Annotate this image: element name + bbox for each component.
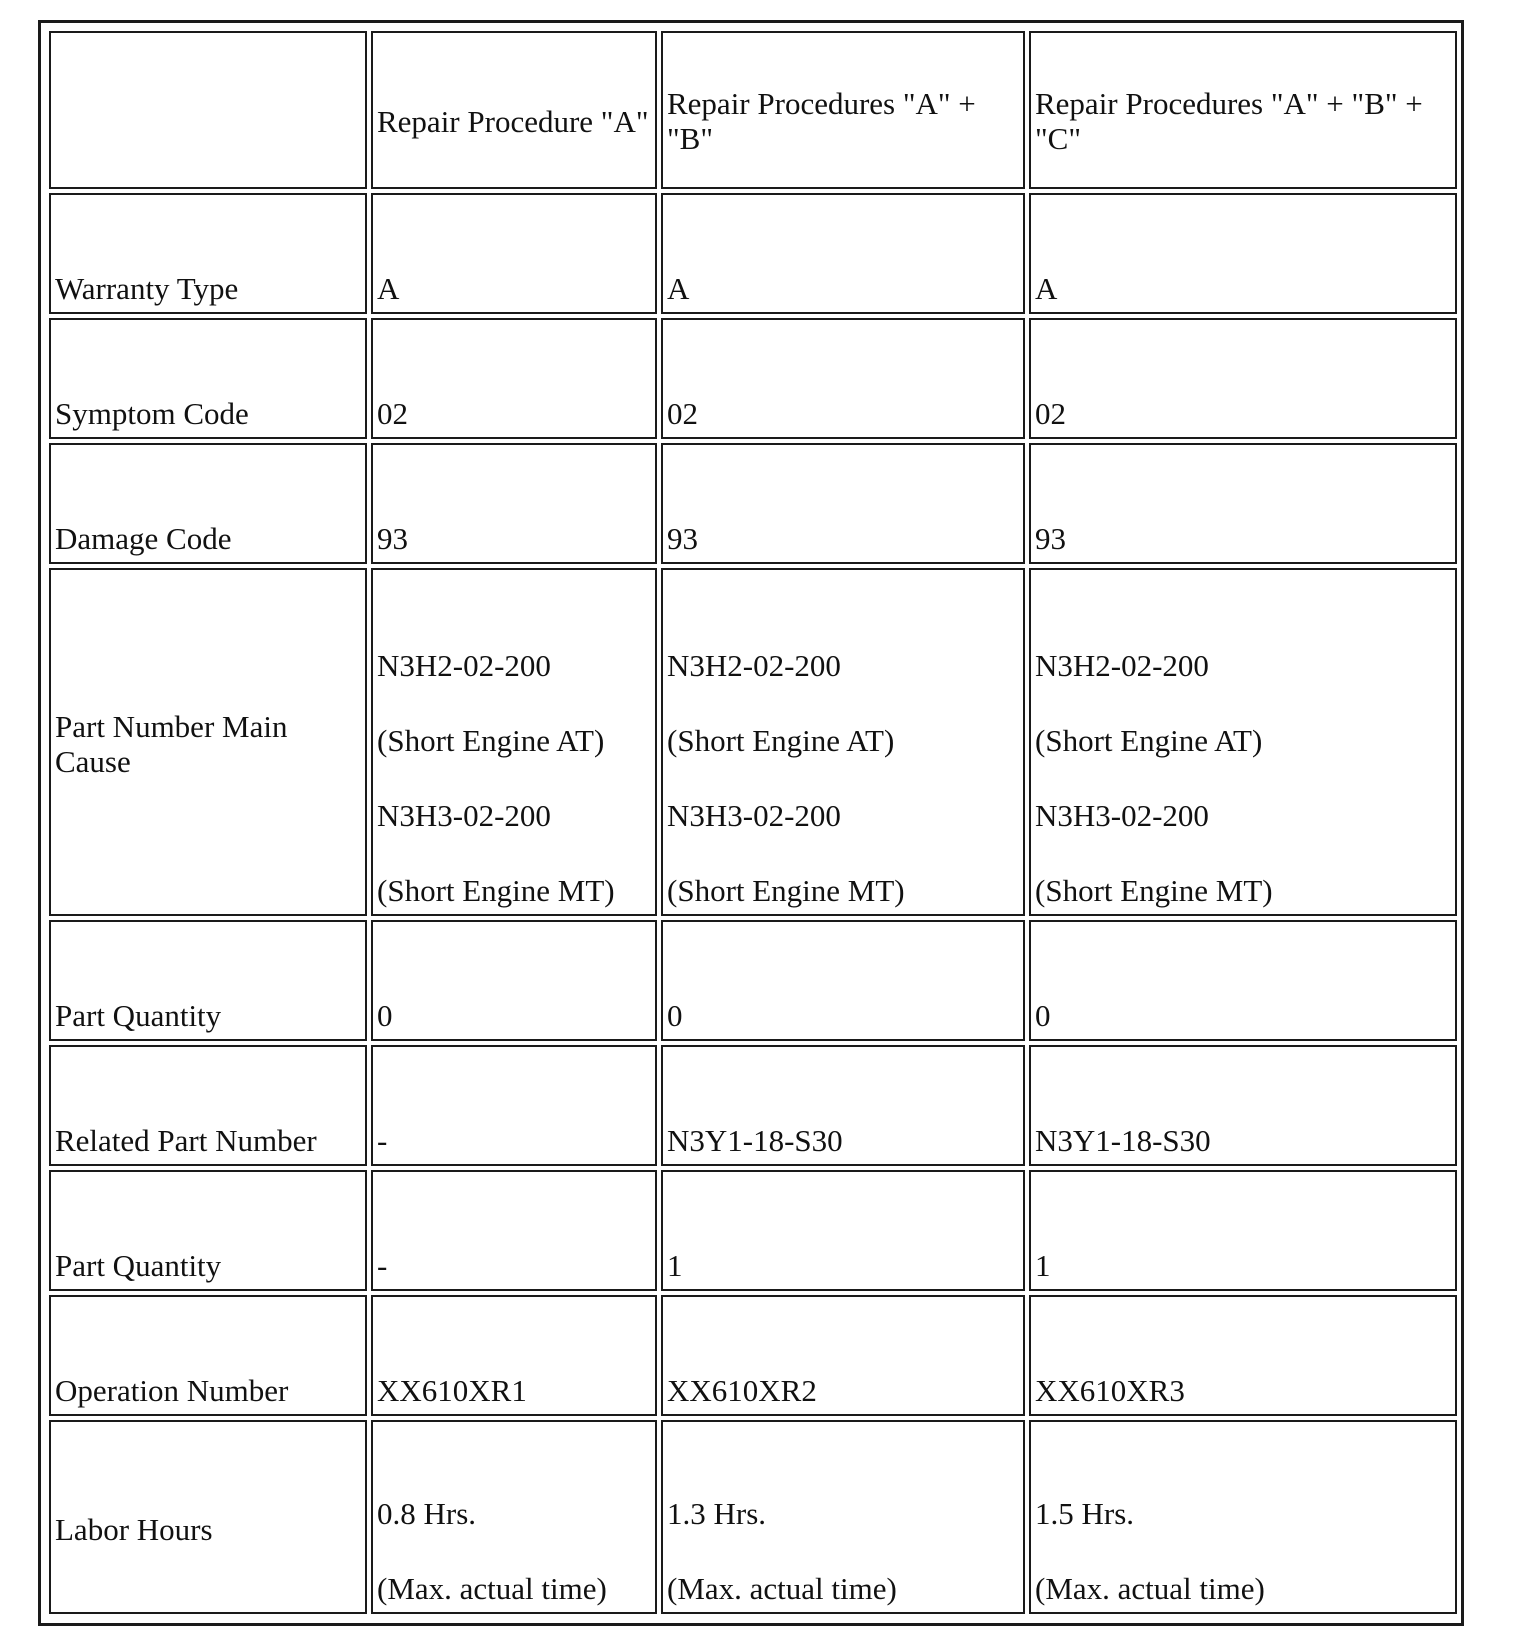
table-cell: 93: [371, 443, 657, 564]
part-desc-at: (Short Engine AT): [1035, 723, 1263, 758]
table-cell: [371, 568, 657, 916]
row-label: Operation Number: [49, 1295, 367, 1416]
labor-hours-value: 0.8 Hrs.: [377, 1496, 477, 1531]
labor-hours-value: 1.5 Hrs.: [1035, 1496, 1135, 1531]
table-row-operation-number: [49, 1295, 1457, 1416]
table-cell: N3Y1-18-S30: [661, 1045, 1025, 1166]
table-cell: 1: [1029, 1170, 1457, 1291]
table-cell: 0: [1029, 920, 1457, 1041]
table-row-part-quantity: [49, 920, 1457, 1041]
labor-hours-note: (Max. actual time): [377, 1571, 607, 1606]
labor-hours-note: (Max. actual time): [667, 1571, 897, 1606]
row-label: Labor Hours: [49, 1420, 367, 1614]
row-label: Damage Code: [49, 443, 367, 564]
table-row-symptom-code: [49, 318, 1457, 439]
table-cell: 02: [1029, 318, 1457, 439]
header-cell-procedure-abc: Repair Procedures "A" + "B" + "C": [1029, 31, 1457, 189]
header-cell-empty: [49, 31, 367, 189]
part-desc-at: (Short Engine AT): [377, 723, 605, 758]
table-cell: N3Y1-18-S30: [1029, 1045, 1457, 1166]
table-cell: [1029, 568, 1457, 916]
part-number-mt: N3H3-02-200: [667, 798, 841, 833]
table-cell: 02: [371, 318, 657, 439]
table-cell: 1: [661, 1170, 1025, 1291]
table-cell: XX610XR2: [661, 1295, 1025, 1416]
row-label: Related Part Number: [49, 1045, 367, 1166]
table-cell: -: [371, 1045, 657, 1166]
row-label: Symptom Code: [49, 318, 367, 439]
header-cell-procedure-ab: Repair Procedures "A" + "B": [661, 31, 1025, 189]
table-cell: 0: [661, 920, 1025, 1041]
table-cell: 02: [661, 318, 1025, 439]
part-number-mt: N3H3-02-200: [1035, 798, 1209, 833]
part-number-mt: N3H3-02-200: [377, 798, 551, 833]
repair-procedure-table-frame: [38, 20, 1464, 1626]
part-desc-at: (Short Engine AT): [667, 723, 895, 758]
part-desc-mt: (Short Engine MT): [667, 873, 905, 908]
table-cell: XX610XR3: [1029, 1295, 1457, 1416]
table-row-related-part-quantity: [49, 1170, 1457, 1291]
table-cell: 93: [1029, 443, 1457, 564]
row-label: Part Number Main Cause: [49, 568, 367, 916]
table-cell: -: [371, 1170, 657, 1291]
table-cell: 93: [661, 443, 1025, 564]
table-cell: A: [661, 193, 1025, 314]
table-row-labor-hours: [49, 1420, 1457, 1614]
row-label: Warranty Type: [49, 193, 367, 314]
part-desc-mt: (Short Engine MT): [377, 873, 615, 908]
table-cell: [661, 568, 1025, 916]
table-cell: 0: [371, 920, 657, 1041]
table-cell: [371, 1420, 657, 1614]
part-desc-mt: (Short Engine MT): [1035, 873, 1273, 908]
row-label: Part Quantity: [49, 920, 367, 1041]
table-row-damage-code: [49, 443, 1457, 564]
part-number-at: N3H2-02-200: [1035, 648, 1209, 683]
header-row: [49, 31, 1457, 189]
labor-hours-value: 1.3 Hrs.: [667, 1496, 767, 1531]
table-row-warranty-type: [49, 193, 1457, 314]
table-cell: XX610XR1: [371, 1295, 657, 1416]
labor-hours-note: (Max. actual time): [1035, 1571, 1265, 1606]
row-label: Part Quantity: [49, 1170, 367, 1291]
part-number-at: N3H2-02-200: [667, 648, 841, 683]
header-cell-procedure-a: Repair Procedure "A": [371, 31, 657, 189]
table-cell: [1029, 1420, 1457, 1614]
table-cell: [661, 1420, 1025, 1614]
part-number-at: N3H2-02-200: [377, 648, 551, 683]
table-cell: A: [1029, 193, 1457, 314]
table-row-part-number-main-cause: [49, 568, 1457, 916]
repair-procedure-table: [45, 27, 1461, 1618]
table-row-related-part-number: [49, 1045, 1457, 1166]
table-cell: A: [371, 193, 657, 314]
